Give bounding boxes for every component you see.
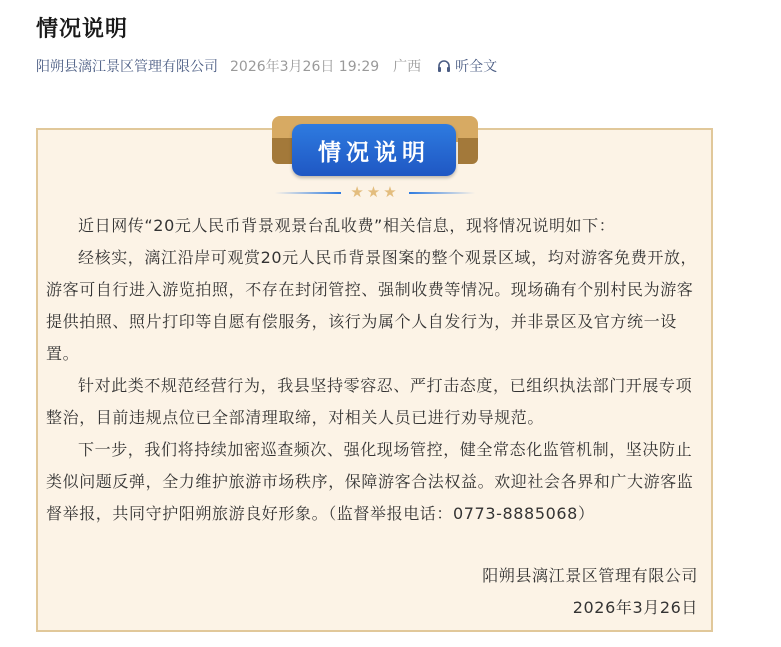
paragraph-rectification: 针对此类不规范经营行为，我县坚持零容忍、严打击态度，已组织执法部门开展专项整治，目前违规点位已全部清理取缔，对相关人员已进行劝导规范。	[46, 376, 693, 427]
headphones-icon	[437, 59, 451, 73]
signature-organization: 阳朔县漓江景区管理有限公司	[482, 566, 698, 585]
banner-title: 情况说明	[318, 139, 430, 166]
publish-datetime: 2026年3月26日 19:29	[230, 59, 380, 75]
signature-date: 2026年3月26日	[572, 598, 698, 617]
article-title: 情况说明	[36, 17, 129, 42]
divider-line-right	[409, 192, 475, 194]
paragraph-verification: 经核实，漓江沿岸可观赏20元人民币背景图案的整个观景区域，均对游客免费开放，游客可自行进入游览拍照，不存在封闭管控、强制收费等情况。现场确有个别村民为游客提供拍照、照片打印等自愿有偿服务，该行为属个人自发行为，并非景区及官方统一设置。	[46, 248, 698, 363]
banner-fold-left	[272, 138, 292, 164]
banner-title-plate	[292, 124, 456, 176]
listen-label: 听全文	[455, 59, 498, 75]
paragraph-next-steps: 下一步，我们将持续加密巡查频次、强化现场管控，健全常态化监管机制，坚决防止类似问题反弹，全力维护旅游市场秩序，保障游客合法权益。欢迎社会各界和广大游客监督举报，共同守护阳朔旅游良好形象。（监督举报电话：0773-8885068）	[46, 440, 694, 523]
star-icon: ★★★	[350, 183, 400, 201]
publish-location: 广西	[393, 59, 422, 75]
article-meta	[36, 56, 497, 76]
listen-button[interactable]	[437, 56, 497, 76]
statement-banner	[270, 116, 480, 180]
star-divider	[275, 183, 475, 201]
author-link[interactable]: 阳朔县漓江景区管理有限公司	[36, 59, 218, 75]
paragraph-intro: 近日网传“20元人民币背景观景台乱收费”相关信息，现将情况说明如下：	[78, 216, 616, 235]
banner-fold-right	[458, 138, 478, 164]
divider-line-left	[275, 192, 341, 194]
statement-body	[46, 210, 704, 530]
